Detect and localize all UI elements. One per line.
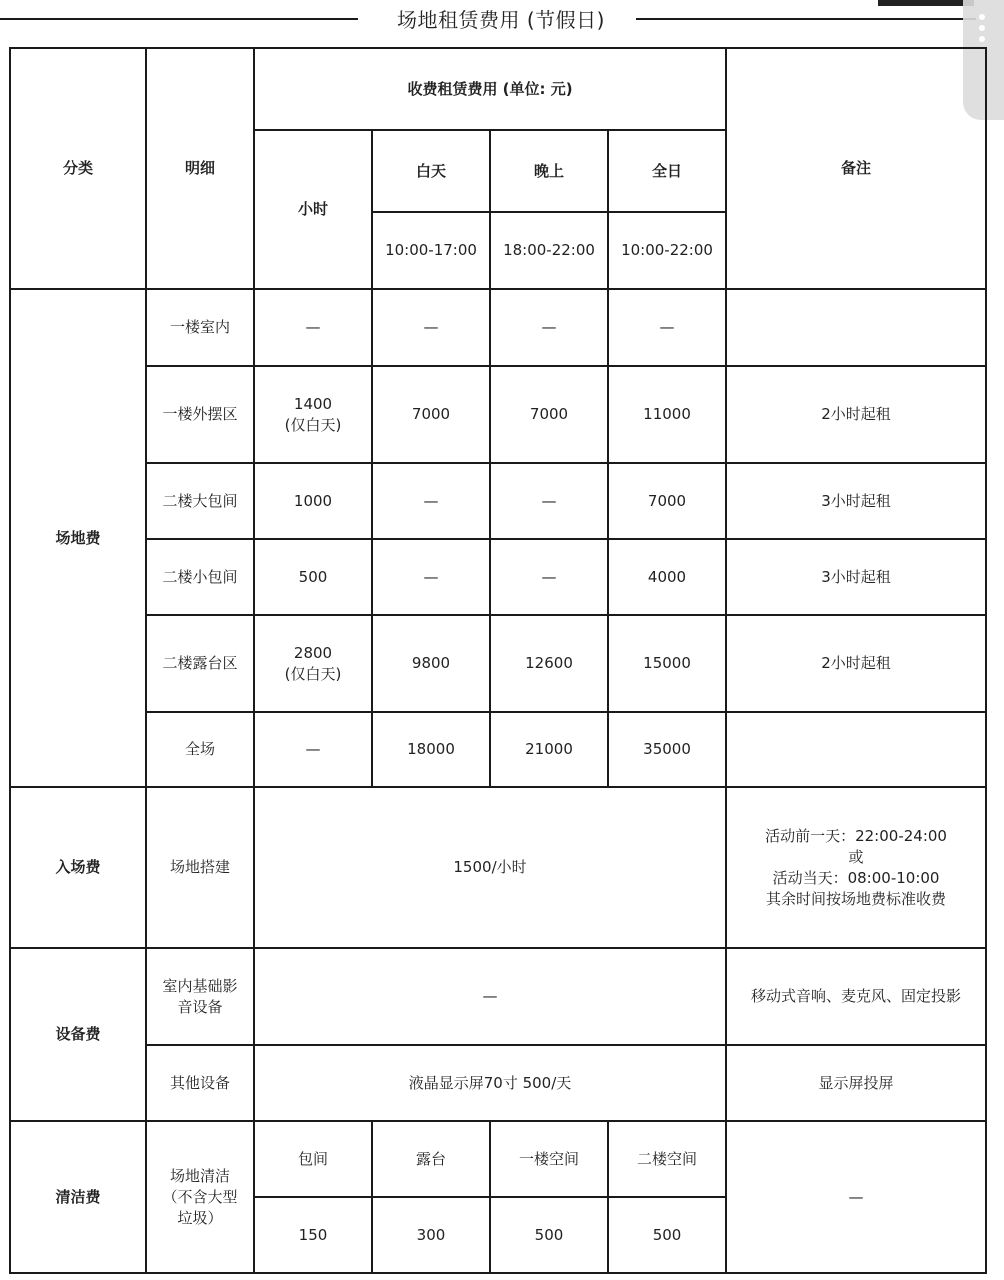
- header-remark: 备注: [726, 48, 986, 289]
- remark: 2小时起租: [726, 615, 986, 712]
- table-row: [10, 539, 986, 615]
- table-row: [10, 712, 986, 787]
- detail-name: 一楼外摆区: [146, 366, 254, 463]
- table-row: [10, 463, 986, 539]
- remark: 移动式音响、麦克风、固定投影: [726, 948, 986, 1045]
- fullday-fee: 7000: [608, 463, 726, 539]
- day-fee: 18000: [372, 712, 490, 787]
- cleaning-label: 包间: [254, 1121, 372, 1197]
- detail-name: 其他设备: [146, 1045, 254, 1121]
- detail-name: 场地搭建: [146, 787, 254, 948]
- evening-fee: 7000: [490, 366, 608, 463]
- hour-fee: —: [254, 712, 372, 787]
- detail-name: 二楼大包间: [146, 463, 254, 539]
- fullday-fee: 4000: [608, 539, 726, 615]
- detail-name: 室内基础影 音设备: [146, 948, 254, 1045]
- remark: 2小时起租: [726, 366, 986, 463]
- table-row: [10, 787, 986, 948]
- detail-name: 二楼露台区: [146, 615, 254, 712]
- category-entry: 入场费: [10, 787, 146, 948]
- category-cleaning: 清洁费: [10, 1121, 146, 1273]
- evening-fee: 12600: [490, 615, 608, 712]
- evening-fee: —: [490, 539, 608, 615]
- fullday-fee: 35000: [608, 712, 726, 787]
- header-evening: 晚上: [490, 130, 608, 212]
- header-day-time: 10:00-17:00: [372, 212, 490, 289]
- header-fullday-time: 10:00-22:00: [608, 212, 726, 289]
- hour-fee: —: [254, 289, 372, 366]
- detail-name: 一楼室内: [146, 289, 254, 366]
- category-venue: 场地费: [10, 289, 146, 787]
- detail-name: 全场: [146, 712, 254, 787]
- table-row: [10, 948, 986, 1045]
- entry-fee: 1500/小时: [254, 787, 726, 948]
- evening-fee: 21000: [490, 712, 608, 787]
- header-detail: 明细: [146, 48, 254, 289]
- remark: 3小时起租: [726, 539, 986, 615]
- cleaning-value: 150: [254, 1197, 372, 1273]
- remark: 3小时起租: [726, 463, 986, 539]
- equipment-fee: 液晶显示屏70寸 500/天: [254, 1045, 726, 1121]
- header-fullday: 全日: [608, 130, 726, 212]
- evening-fee: —: [490, 289, 608, 366]
- header-fee-group: 收费租赁费用 (单位: 元): [254, 48, 726, 130]
- detail-name: 二楼小包间: [146, 539, 254, 615]
- table-row: [10, 615, 986, 712]
- detail-name: 场地清洁 （不含大型 垃圾）: [146, 1121, 254, 1273]
- fullday-fee: —: [608, 289, 726, 366]
- remark: [726, 289, 986, 366]
- cleaning-value: 300: [372, 1197, 490, 1273]
- equipment-fee: —: [254, 948, 726, 1045]
- fullday-fee: 11000: [608, 366, 726, 463]
- fee-table: [9, 47, 987, 1274]
- table-row: [10, 1121, 986, 1197]
- cleaning-label: 露台: [372, 1121, 490, 1197]
- cleaning-value: 500: [490, 1197, 608, 1273]
- category-equipment: 设备费: [10, 948, 146, 1121]
- header-day: 白天: [372, 130, 490, 212]
- header-category: 分类: [10, 48, 146, 289]
- title-bar: [0, 0, 1004, 40]
- title-rule-right: [636, 18, 976, 20]
- evening-fee: —: [490, 463, 608, 539]
- hour-fee: 500: [254, 539, 372, 615]
- day-fee: —: [372, 539, 490, 615]
- cleaning-remark: —: [726, 1121, 986, 1273]
- hour-fee: 1000: [254, 463, 372, 539]
- day-fee: —: [372, 463, 490, 539]
- title-rule-left: [0, 18, 358, 20]
- page-title: 场地租赁费用 (节假日): [397, 8, 605, 32]
- day-fee: —: [372, 289, 490, 366]
- cleaning-value: 500: [608, 1197, 726, 1273]
- cleaning-label: 一楼空间: [490, 1121, 608, 1197]
- hour-fee: 1400 (仅白天): [254, 366, 372, 463]
- cleaning-label: 二楼空间: [608, 1121, 726, 1197]
- fullday-fee: 15000: [608, 615, 726, 712]
- cropped-corner-text: [878, 0, 974, 6]
- hour-fee: 2800 (仅白天): [254, 615, 372, 712]
- table-row: [10, 289, 986, 366]
- more-options-icon[interactable]: [978, 14, 986, 47]
- table-row: [10, 1045, 986, 1121]
- header-evening-time: 18:00-22:00: [490, 212, 608, 289]
- remark: [726, 712, 986, 787]
- day-fee: 9800: [372, 615, 490, 712]
- remark: 显示屏投屏: [726, 1045, 986, 1121]
- entry-remark: 活动前一天：22:00-24:00 或 活动当天：08:00-10:00 其余时间按场地费标准收费: [726, 787, 986, 948]
- table-row: [10, 366, 986, 463]
- header-hour: 小时: [254, 130, 372, 289]
- day-fee: 7000: [372, 366, 490, 463]
